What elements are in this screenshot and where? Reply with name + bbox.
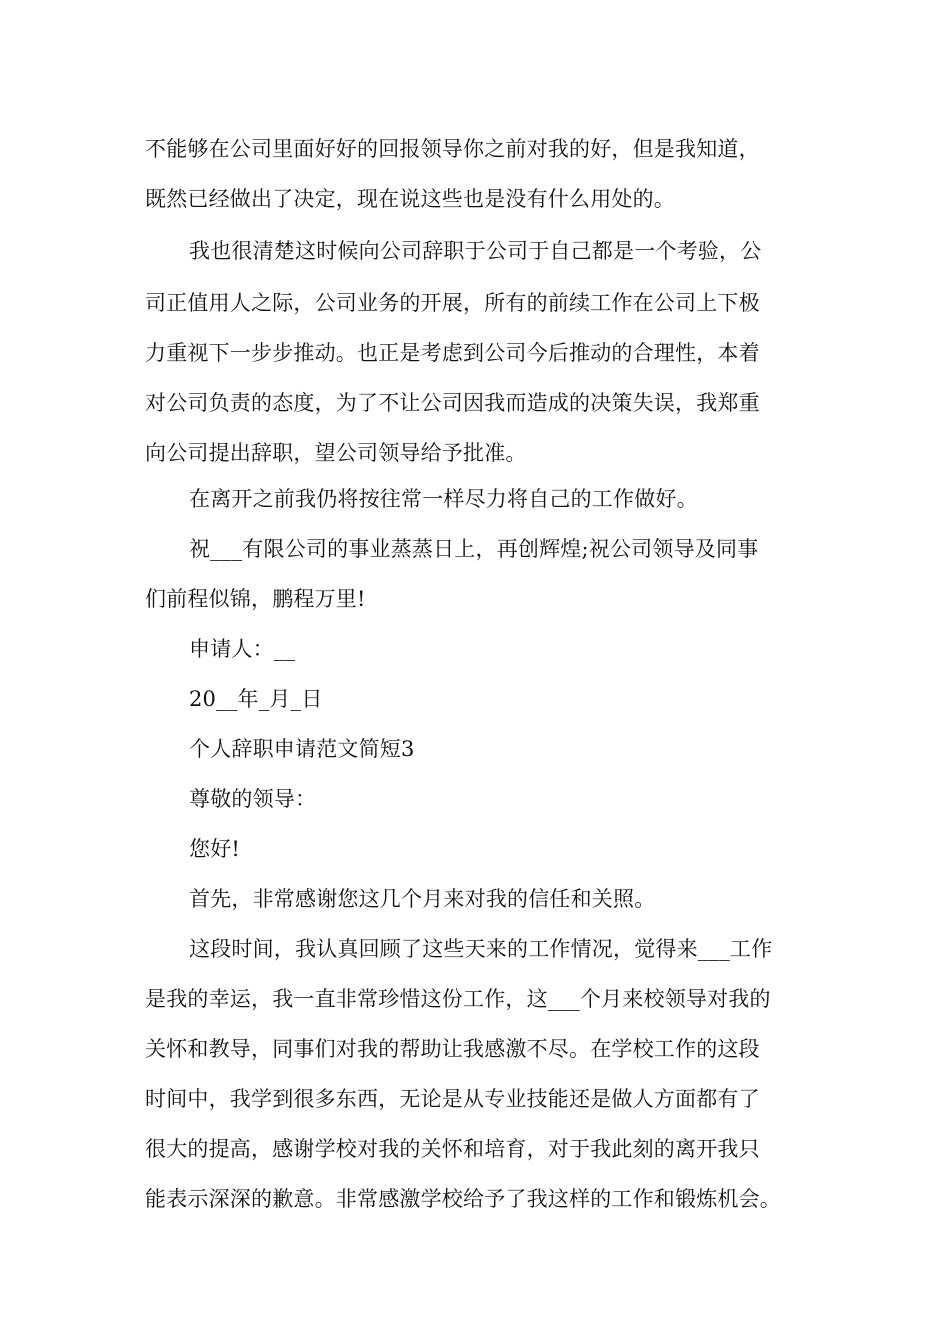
paragraph-first-line: 首先，非常感谢您这几个月来对我的信任和关照。 [189,887,656,911]
text-line: 司正值用人之际，公司业务的开展，所有的前续工作在公司上下极 [145,291,760,315]
text-line: 时间中，我学到很多东西，无论是从专业技能还是做人方面都有了 [145,1087,760,1111]
text-line: 很大的提高，感谢学校对我的关怀和培育，对于我此刻的离开我只 [145,1137,760,1161]
text-line: 们前程似锦，鹏程万里! [145,587,366,611]
salutation: 尊敬的领导： [189,787,317,811]
greeting: 您好! [189,837,241,861]
paragraph-first-line: 祝___有限公司的事业蒸蒸日上，再创辉煌;祝公司领导及同事 [189,537,759,561]
text-line: 既然已经做出了决定，现在说这些也是没有什么用处的。 [145,187,675,211]
text-line: 不能够在公司里面好好的回报领导你之前对我的好，但是我知道， [145,137,760,161]
text-line: 力重视下一步步推动。也正是考虑到公司今后推动的合理性，本着 [145,341,760,365]
text-line: 是我的幸运，我一直非常珍惜这份工作，这___个月来校领导对我的 [145,987,771,1011]
text-line: 能表示深深的歉意。非常感激学校给予了我这样的工作和锻炼机会。 [145,1187,781,1211]
text-line: 对公司负责的态度，为了不让公司因我而造成的决策失误，我郑重 [145,391,760,415]
paragraph-first-line: 在离开之前我仍将按往常一样尽力将自己的工作做好。 [189,487,698,511]
section-heading: 个人辞职申请范文简短3 [189,737,415,761]
applicant-line: 申请人：__ [189,637,296,661]
date-line: 20__年_月_日 [189,687,323,711]
paragraph-first-line: 我也很清楚这时候向公司辞职于公司于自己都是一个考验，公 [189,239,762,263]
paragraph-first-line: 这段时间，我认真回顾了这些天来的工作情况，觉得来___工作 [189,937,773,961]
text-line: 关怀和教导，同事们对我的帮助让我感激不尽。在学校工作的这段 [145,1037,760,1061]
text-line: 向公司提出辞职，望公司领导给予批准。 [145,441,527,465]
